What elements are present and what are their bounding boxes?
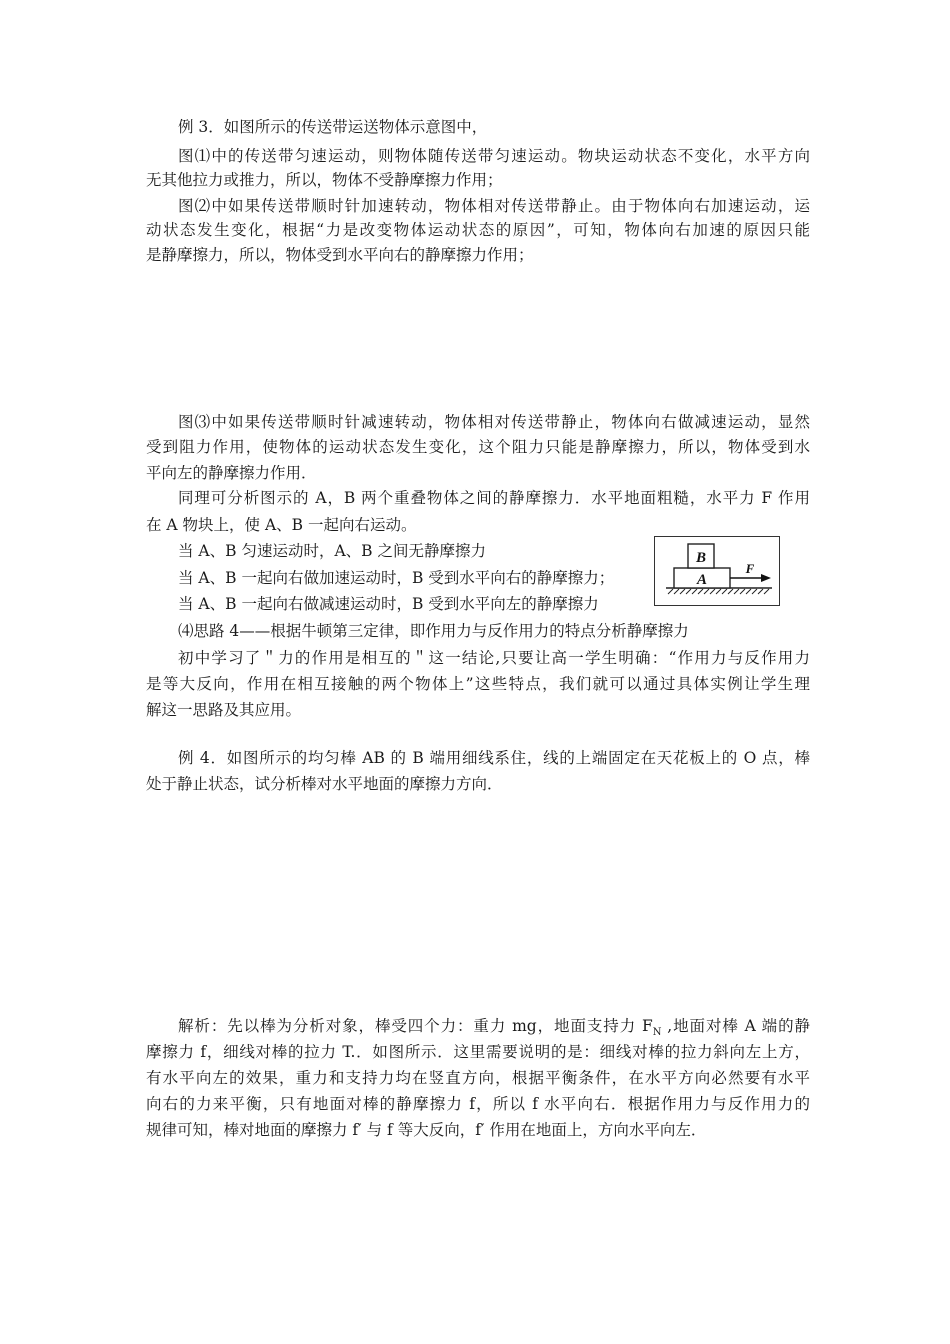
analysis-line-5: 规律可知，棒对地面的摩擦力 f′ 与 f 等大反向，f′ 作用在地面上，方向水平向左．	[146, 1121, 707, 1139]
force-label: F	[745, 561, 755, 576]
paragraph-2-line-3: 是静摩擦力，所以，物体受到水平向右的静摩擦力作用；	[146, 246, 534, 264]
example-4-line-1: 例 4．如图所示的均匀棒 AB 的 B 端用细线系住，线的上端固定在天花板上的 O 点，棒	[178, 749, 810, 767]
paragraph-2-line-1: 图⑵中如果传送带顺时针加速转动，物体相对传送带静止。由于物体向右加速运动，运	[178, 197, 810, 215]
example-4-line-2: 处于静止状态，试分析棒对水平地面的摩擦力方向．	[146, 775, 503, 793]
analysis-line-2: 摩擦力 f，细线对棒的拉力 T.．如图所示．这里需要说明的是：细线对棒的拉力斜向左上方，	[146, 1043, 810, 1061]
case-uniform-motion: 当 A、B 匀速运动时，A、B 之间无静摩擦力	[178, 542, 486, 560]
paragraph-5-line-2: 是等大反向，作用在相互接触的两个物体上”这些特点，我们就可以通过具体实例让学生理	[146, 675, 810, 693]
stacked-blocks-diagram	[654, 536, 780, 606]
analysis-line-1	[178, 1013, 810, 1039]
analysis-line-3: 有水平向左的效果，重力和支持力均在竖直方向，根据平衡条件，在水平方向必然要有水平	[146, 1069, 810, 1087]
block-a-label: A	[696, 572, 708, 588]
paragraph-3-line-2: 受到阻力作用，使物体的运动状态发生变化，这个阻力只能是静摩擦力，所以，物体受到水	[146, 438, 810, 456]
block-b-label: B	[695, 550, 707, 566]
paragraph-3-line-3: 平向左的静摩擦力作用．	[146, 464, 317, 482]
analysis-line-1-part-1: 解析：先以棒为分析对象，棒受四个力：重力 mg，地面支持力 F	[178, 1017, 653, 1035]
idea-4-heading: ⑷思路 4——根据牛顿第三定律，即作用力与反作用力的特点分析静摩擦力	[178, 622, 689, 640]
analysis-line-1-part-2: ,地面对棒 A 端的静	[661, 1017, 811, 1035]
paragraph-5-line-1: 初中学习了＂力的作用是相互的＂这一结论,只要让高一学生明确：“作用力与反作用力	[178, 649, 810, 667]
paragraph-2-line-2: 动状态发生变化，根据“力是改变物体运动状态的原因”，可知，物体向右加速的原因只能	[146, 221, 810, 239]
paragraph-5-line-3: 解这一思路及其应用。	[146, 701, 302, 719]
paragraph-1-line-1: 图⑴中的传送带匀速运动，则物体随传送带匀速运动。物块运动状态不变化，水平方向	[178, 147, 810, 165]
case-deceleration: 当 A、B 一起向右做减速运动时，B 受到水平向左的静摩擦力	[178, 595, 599, 613]
paragraph-1-line-2: 无其他拉力或推力，所以，物体不受静摩擦力作用；	[146, 171, 503, 189]
paragraph-4-line-2: 在 A 物块上，使 A、B 一起向右运动。	[146, 516, 417, 534]
support-force-subscript: N	[652, 1027, 662, 1039]
paragraph-4-line-1: 同理可分析图示的 A，B 两个重叠物体之间的静摩擦力．水平地面粗糙，水平力 F 作用	[178, 489, 810, 507]
analysis-line-4: 向右的力来平衡，只有地面对棒的静摩擦力 f，所以 f 水平向右．根据作用力与反作用力的	[146, 1095, 810, 1113]
paragraph-3-line-1: 图⑶中如果传送带顺时针减速转动，物体相对传送带静止，物体向右做减速运动，显然	[178, 413, 810, 431]
case-acceleration: 当 A、B 一起向右做加速运动时，B 受到水平向右的静摩擦力；	[178, 569, 615, 587]
example-3-title: 例 3．如图所示的传送带运送物体示意图中，	[178, 118, 488, 136]
